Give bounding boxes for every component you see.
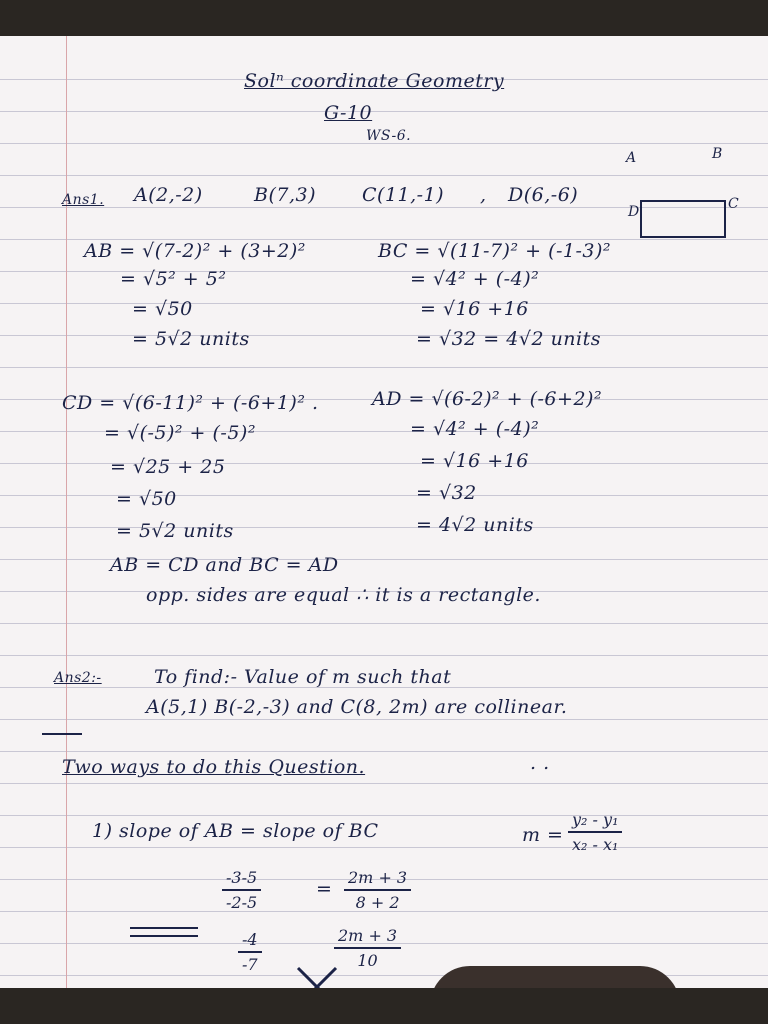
bc-line-3: = √16 +16 (420, 298, 529, 320)
point-c: C(11,-1) (362, 184, 445, 206)
collinear-points-line: A(5,1) B(-2,-3) and C(8, 2m) are collinear. (146, 696, 568, 718)
worksheet-label: WS-6. (366, 128, 412, 144)
trailing-dots: . . (530, 752, 550, 774)
ad-line-1: AD = √(6-2)² + (-6+2)² (372, 388, 603, 410)
to-find-line: To find:- Value of m such that (154, 666, 452, 688)
cd-line-4: = √50 (116, 488, 177, 510)
rectangle-figure (640, 200, 726, 238)
vertex-label-c: C (728, 196, 739, 212)
notebook-page (0, 36, 768, 988)
step-1-lhs-denominator: -2-5 (226, 893, 258, 912)
answer-2-label: Ans2:- (54, 670, 102, 686)
equality-statement: AB = CD and BC = AD (110, 554, 339, 576)
vertex-label-b: B (712, 146, 723, 162)
ab-line-4: = 5√2 units (132, 328, 250, 350)
step-1-rhs-fraction (344, 868, 411, 912)
point-d: D(6,-6) (508, 184, 579, 206)
step-1-rhs-denominator: 8 + 2 (355, 893, 400, 912)
page-title: Solⁿ coordinate Geometry (244, 70, 505, 92)
scribbled-out-word (130, 927, 198, 937)
ad-line-3: = √16 +16 (420, 450, 529, 472)
ad-line-2: = √4² + (-4)² (410, 418, 540, 440)
step-1-rhs-numerator: 2m + 3 (344, 868, 411, 891)
vertex-label-d: D (628, 204, 640, 220)
method-1-line: 1) slope of AB = slope of BC (92, 820, 379, 842)
bc-line-1: BC = √(11-7)² + (-1-3)² (378, 240, 612, 262)
margin-line (66, 36, 67, 988)
step-2-rhs-fraction (334, 926, 401, 970)
cd-line-5: = 5√2 units (116, 520, 234, 542)
step-1-lhs-fraction (222, 868, 261, 912)
step-2-lhs-fraction (238, 930, 262, 974)
cd-line-1: CD = √(6-11)² + (-6+1)² . (62, 392, 319, 414)
ab-line-1: AB = √(7-2)² + (3+2)² (84, 240, 306, 262)
step-2-rhs-denominator: 10 (357, 951, 378, 970)
slope-formula-lhs: m = (522, 824, 564, 846)
ab-line-2: = √5² + 5² (120, 268, 227, 290)
slope-formula-fraction (568, 810, 622, 854)
step-2-lhs-denominator: -7 (242, 955, 258, 974)
answer-1-label: Ans1. (62, 192, 105, 208)
slope-formula-numerator: y₂ - y₁ (568, 810, 622, 833)
ad-line-4: = √32 (416, 482, 477, 504)
slope-formula-denominator: x₂ - x₁ (572, 835, 619, 854)
step-2-rhs-numerator: 2m + 3 (334, 926, 401, 949)
vertex-label-a: A (626, 150, 637, 166)
bc-line-4: = √32 = 4√2 units (416, 328, 602, 350)
bc-line-2: = √4² + (-4)² (410, 268, 540, 290)
step-2-lhs-numerator: -4 (238, 930, 262, 953)
step-1-lhs-numerator: -3-5 (222, 868, 261, 891)
two-ways-heading: Two ways to do this Question. (62, 756, 366, 778)
margin-stroke (42, 733, 82, 735)
shadow-object (430, 966, 680, 988)
cd-line-2: = √(-5)² + (-5)² (104, 422, 256, 444)
ad-line-5: = 4√2 units (416, 514, 534, 536)
point-b: B(7,3) (254, 184, 317, 206)
cd-line-3: = √25 + 25 (110, 456, 226, 478)
ab-line-3: = √50 (132, 298, 193, 320)
point-separator: , (480, 184, 487, 206)
grade-label: G-10 (324, 102, 373, 124)
point-a: A(2,-2) (134, 184, 203, 206)
rectangle-conclusion: opp. sides are equal ∴ it is a rectangle. (146, 584, 541, 606)
step-1-equals: = (316, 878, 333, 900)
